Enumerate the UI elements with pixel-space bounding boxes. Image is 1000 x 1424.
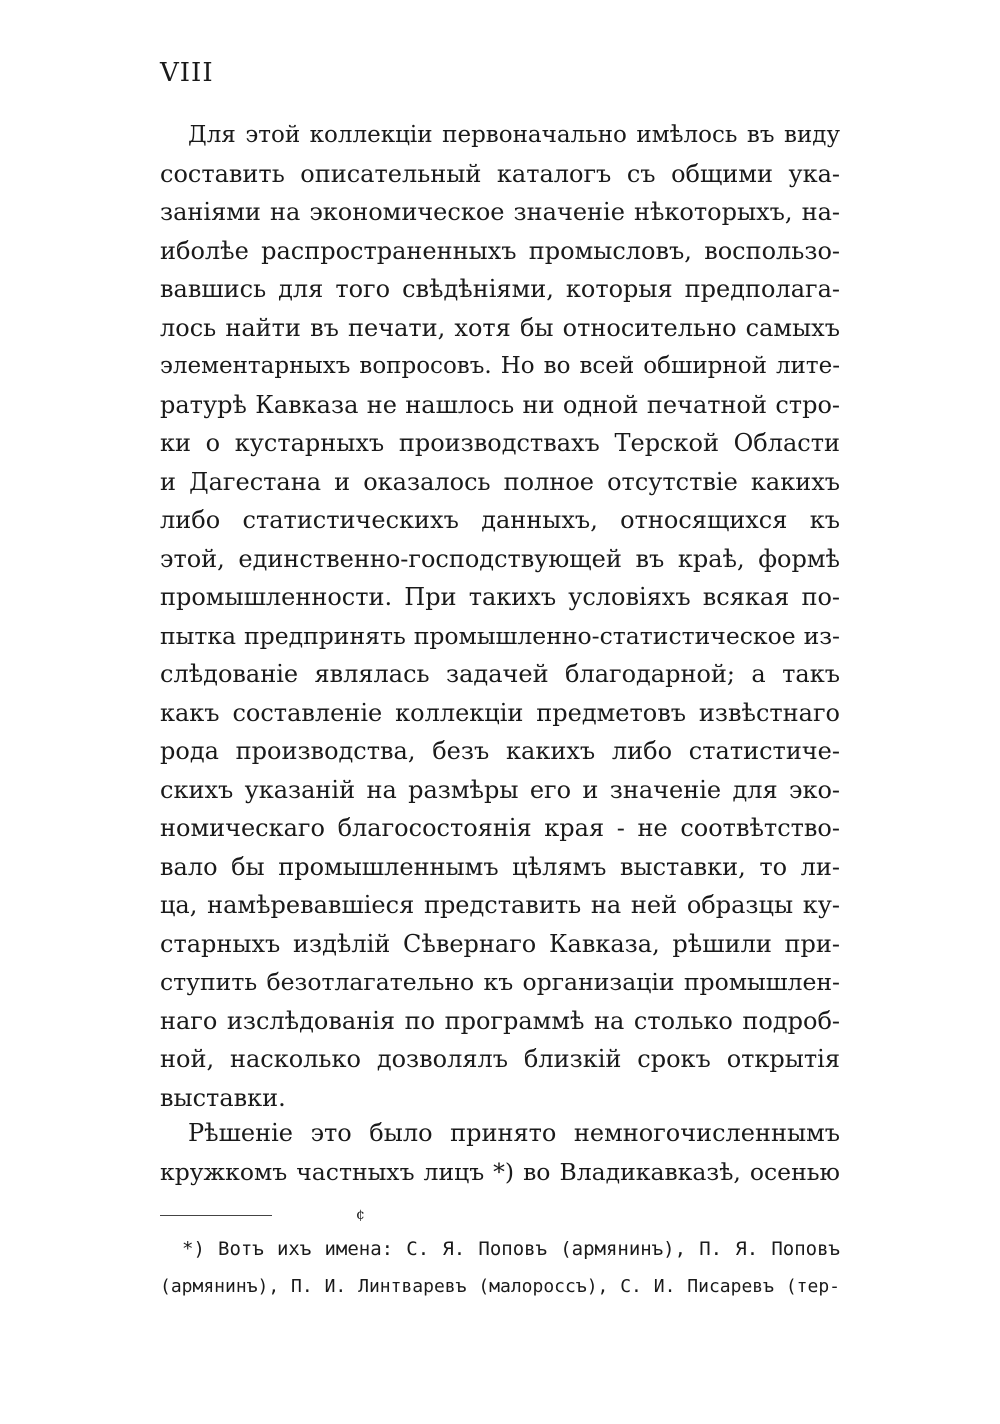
text-line: рода производства, безъ какихъ либо статистиче- [160, 737, 840, 765]
footnote-line: *) Вотъ ихъ имена: С. Я. Поповъ (армянинъ), П. Я. Поповъ [182, 1238, 840, 1260]
text-line: заніями на экономическое значеніе нѣкоторыхъ, на- [160, 198, 840, 226]
text-line: иболѣе распространенныхъ промысловъ, воспользо- [160, 236, 840, 265]
text-line: этой, единственно-господствующей въ краѣ, формѣ [160, 544, 840, 573]
text-line: вавшись для того свѣдѣніями, которыя предполага- [160, 275, 840, 303]
text-line: вало бы промышленнымъ цѣлямъ выставки, то ли- [160, 852, 840, 881]
text-line: выставки. [160, 1083, 286, 1112]
text-line: лось найти въ печати, хотя бы относительно самыхъ [160, 313, 840, 342]
text-line: номическаго благосостоянія края - не соотвѣтство- [160, 814, 840, 842]
text-line: скихъ указаній на размѣры его и значеніе для эко- [160, 775, 840, 804]
text-line: старныхъ издѣлій Сѣвернаго Кавказа, рѣшили при- [160, 929, 840, 958]
stray-mark: ¢ [356, 1207, 365, 1223]
text-line: составить описательный каталогъ съ общими ука- [160, 159, 840, 188]
paragraph-1 [160, 116, 840, 1117]
text-line: ки о кустарныхъ производствахъ Терской Области [160, 429, 840, 457]
text-line: либо статистическихъ данныхъ, относящихся къ [160, 506, 840, 534]
text-line: Рѣшеніе это было принято немногочисленнымъ [188, 1119, 840, 1147]
footnote [160, 1230, 840, 1306]
text-line: ратурѣ Кавказа не нашлось ни одной печатной стро- [160, 390, 840, 419]
text-line: и Дагестана и оказалось полное отсутствіе какихъ [160, 467, 840, 496]
text-line: наго изслѣдованія по программѣ на столько подроб- [160, 1006, 840, 1035]
page-number: VIII [160, 58, 214, 88]
text-line: какъ составленіе коллекціи предметовъ извѣстнаго [160, 698, 840, 727]
footnote-divider [160, 1215, 272, 1216]
text-line: слѣдованіе являлась задачей благодарной; а такъ [160, 660, 840, 688]
paragraph-2 [160, 1114, 840, 1191]
text-line: элементарныхъ вопросовъ. Но во всей обширной лите- [160, 353, 840, 379]
text-line: ца, намѣревавшіеся представить на ней образцы ку- [160, 891, 840, 919]
footnote-line: (армянинъ), П. И. Линтваревъ (малороссъ), С. И. Писаревъ (тер- [160, 1276, 840, 1297]
text-line: ной, насколько дозволялъ близкій срокъ открытія [160, 1045, 840, 1073]
text-line: кружкомъ частныхъ лицъ *) во Владикавказѣ, осенью [160, 1157, 840, 1186]
text-line: Для этой коллекціи первоначально имѣлось въ виду [188, 122, 840, 148]
text-line: промышленности. При такихъ условіяхъ всякая по- [160, 583, 840, 611]
text-line: ступить безотлагательно къ организаціи промышлен- [160, 968, 840, 996]
text-line: пытка предпринять промышленно-статистическое из- [160, 621, 840, 650]
